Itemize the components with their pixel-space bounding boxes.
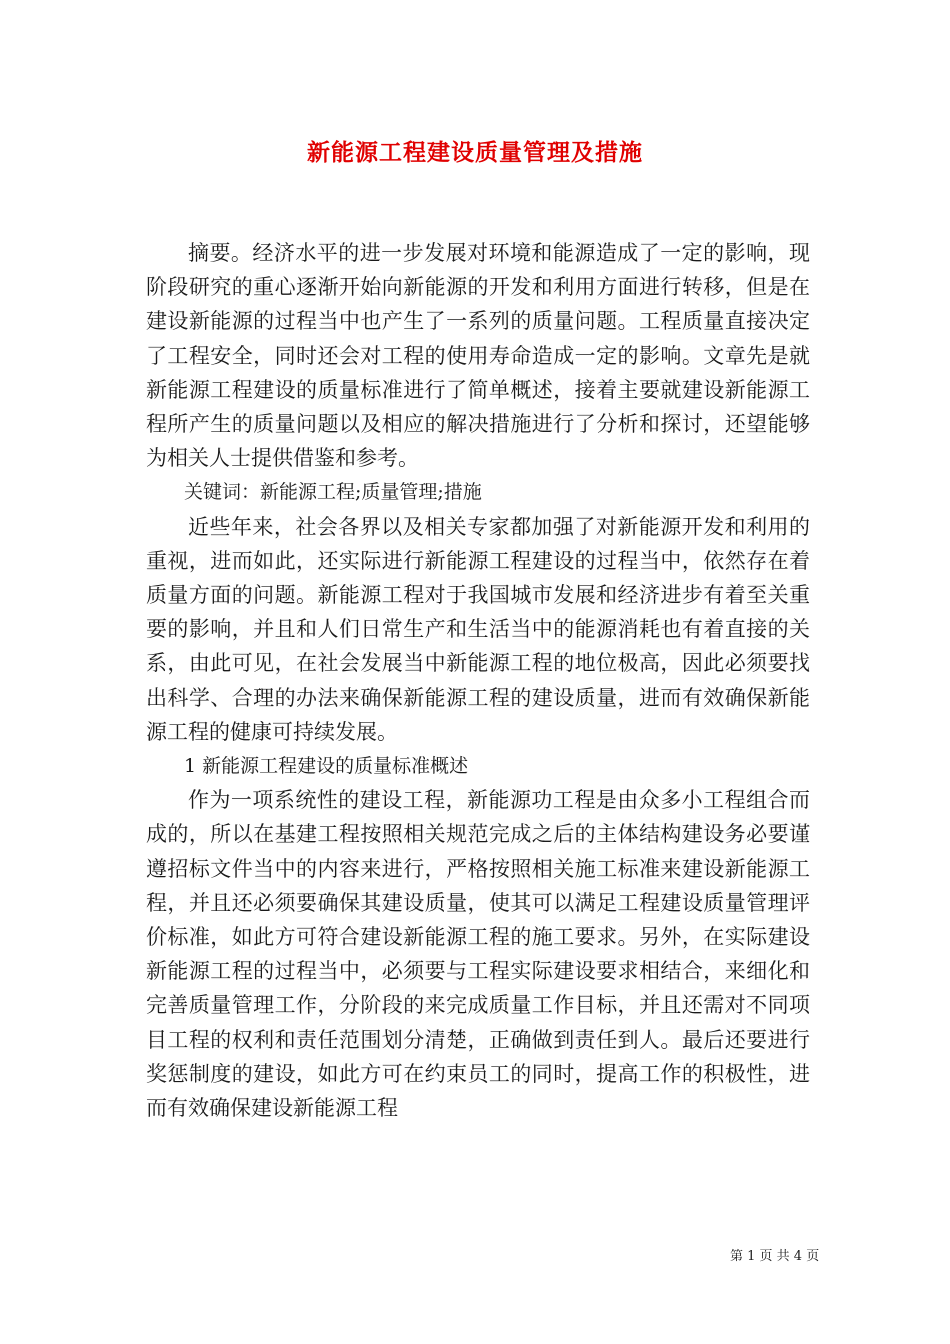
document-body [146, 236, 810, 1125]
abstract-paragraph: 摘要。经济水平的进一步发展对环境和能源造成了一定的影响，现阶段研究的重心逐渐开始向新能源的开发和利用方面进行转移，但是在建设新能源的过程当中也产生了一系列的质量问题。工程质量直接决定了工程安全，同时还会对工程的使用寿命造成一定的影响。文章先是就新能源工程建设的质量标准进行了简单概述，接着主要就建设新能源工程所产生的质量问题以及相应的解决措施进行了分析和探讨，还望能够为相关人士提供借鉴和参考。 [146, 241, 810, 471]
page-number: 第 1 页 共 4 页 [730, 1249, 820, 1264]
keywords-paragraph: 关键词：新能源工程;质量管理;措施 [184, 481, 482, 504]
section-paragraph: 作为一项系统性的建设工程，新能源功工程是由众多小工程组合而成的，所以在基建工程按照相关规范完成之后的主体结构建设务必要谨遵招标文件当中的内容来进行，严格按照相关施工标准来建设新能源工程，并且还必须要确保其建设质量，使其可以满足工程建设质量管理评价标准，如此方可符合建设新能源工程的施工要求。另外，在实际建设新能源工程的过程当中，必须要与工程实际建设要求相结合，来细化和完善质量管理工作，分阶段的来完成质量工作目标，并且还需对不同项目工程的权利和责任范围划分清楚，正确做到责任到人。最后还要进行奖惩制度的建设，如此方可在约束员工的同时，提高工作的积极性，进而有效确保建设新能源工程 [146, 788, 810, 1121]
document-title: 新能源工程建设质量管理及措施 [307, 139, 643, 166]
intro-paragraph: 近些年来，社会各界以及相关专家都加强了对新能源开发和利用的重视，进而如此，还实际进行新能源工程建设的过程当中，依然存在着质量方面的问题。新能源工程对于我国城市发展和经济进步有着至关重要的影响，并且和人们日常生产和生活当中的能源消耗也有着直接的关系，由此可见，在社会发展当中新能源工程的地位极高，因此必须要找出科学、合理的办法来确保新能源工程的建设质量，进而有效确保新能源工程的健康可持续发展。 [146, 514, 810, 744]
section-heading: 1 新能源工程建设的质量标准概述 [184, 755, 469, 778]
